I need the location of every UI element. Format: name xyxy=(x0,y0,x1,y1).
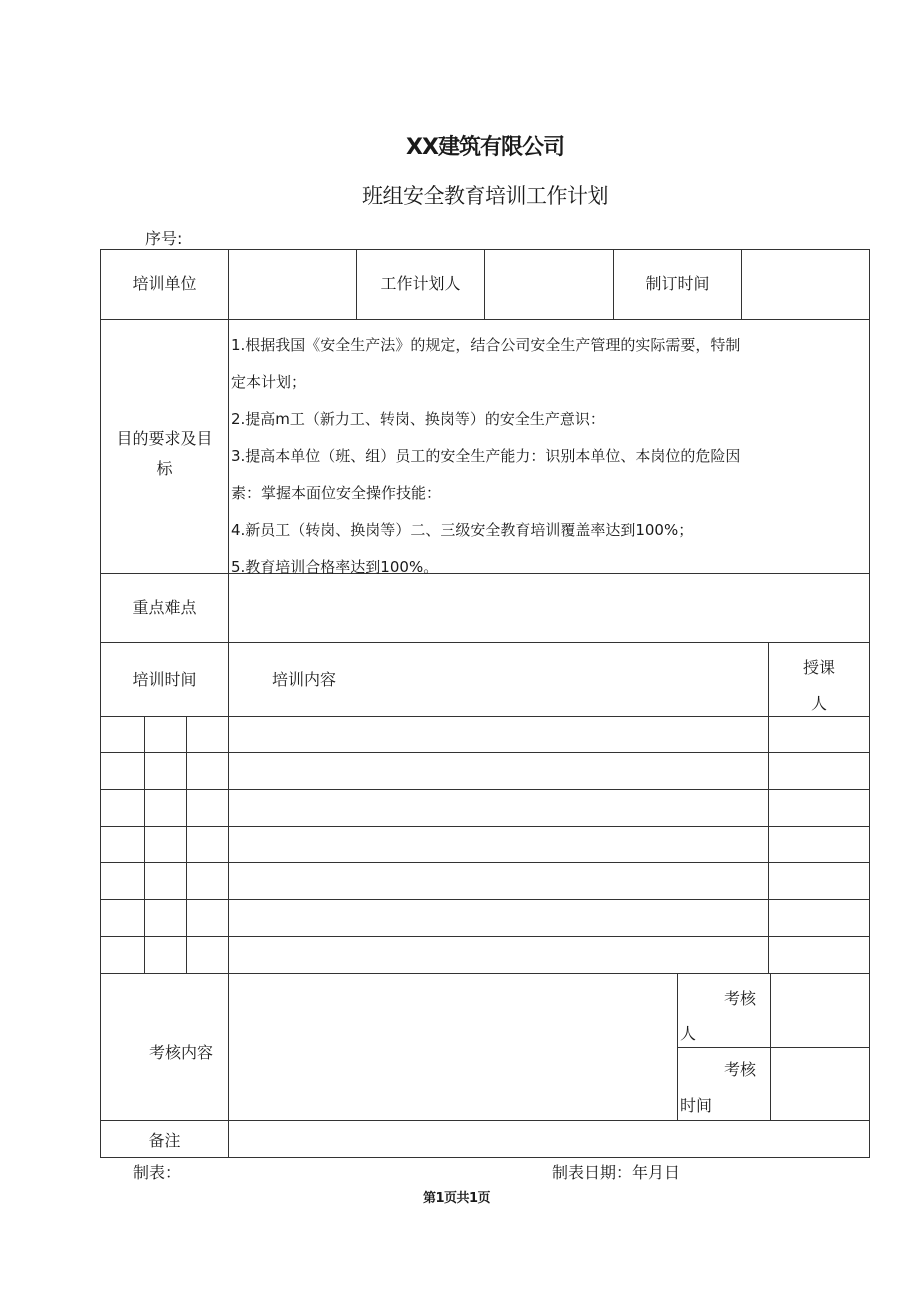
goal-line: 3.提高本单位（班、组）员工的安全生产能力：识别本单位、本岗位的危险因 xyxy=(231,447,741,465)
prepared-by-label: 制表： xyxy=(133,1163,182,1182)
assessment-time-label-line2: 时间 xyxy=(680,1096,713,1115)
prepared-date-label: 制表日期：年月日 xyxy=(552,1163,681,1182)
table-border-top xyxy=(100,249,870,250)
training-content-label: 培训内容 xyxy=(272,670,337,689)
training-unit-label: 培训单位 xyxy=(132,274,197,293)
serial-label: 序号: xyxy=(145,229,183,248)
col-divider xyxy=(677,973,678,1120)
page-number: 第1页共1页 xyxy=(422,1191,491,1206)
goals-label-line2: 标 xyxy=(156,459,173,478)
row-divider xyxy=(100,862,870,863)
row-divider xyxy=(100,752,870,753)
planner-label: 工作计划人 xyxy=(380,274,461,293)
row-divider xyxy=(100,973,870,974)
table-border-bottom xyxy=(100,1157,870,1158)
col-divider xyxy=(741,249,742,319)
lecturer-label xyxy=(769,650,869,722)
col-divider xyxy=(228,249,229,319)
row-divider xyxy=(100,319,870,320)
row-divider xyxy=(100,1120,870,1121)
lecturer-label-line1: 授课 xyxy=(802,658,835,677)
key-points-label: 重点难点 xyxy=(132,598,197,617)
assessment-label: 考核内容 xyxy=(149,1043,214,1062)
company-name: XX建筑有限公司 xyxy=(406,135,564,160)
goal-line: 4.新员工（转岗、换岗等）二、三级安全教育培训覆盖率达到100%； xyxy=(231,521,694,539)
table-border-right xyxy=(869,249,870,1157)
row-divider xyxy=(100,936,870,937)
col-divider xyxy=(484,249,485,319)
row-divider xyxy=(100,642,870,643)
goal-line: 1.根据我国《安全生产法》的规定，结合公司安全生产管理的实际需要，特制 xyxy=(231,336,741,354)
goals-label xyxy=(101,424,228,484)
date-label: 制订时间 xyxy=(645,274,710,293)
assessor-label-line1: 考核 xyxy=(724,989,757,1008)
goal-line: 素：掌握本面位安全操作技能： xyxy=(231,484,442,502)
assessor-label-line2: 人 xyxy=(680,1024,697,1043)
row-divider xyxy=(100,716,870,717)
assessment-time-label-line1: 考核 xyxy=(724,1060,757,1079)
table-border-left xyxy=(100,249,101,1157)
goals-label-line1: 目的要求及目 xyxy=(116,429,213,448)
col-divider xyxy=(186,716,187,973)
col-divider xyxy=(770,973,771,1120)
remarks-label: 备注 xyxy=(148,1131,181,1150)
col-divider xyxy=(144,716,145,973)
row-divider xyxy=(677,1047,870,1048)
form-title: 班组安全教育培训工作计划 xyxy=(362,184,608,208)
goal-line: 2.提高m工（新力工、转岗、换岗等）的安全生产意识： xyxy=(231,410,605,428)
training-time-label: 培训时间 xyxy=(132,670,197,689)
lecturer-label-line2: 人 xyxy=(810,694,827,713)
goals-content xyxy=(231,327,867,574)
row-divider xyxy=(100,789,870,790)
col-divider xyxy=(228,319,229,1157)
row-divider xyxy=(100,826,870,827)
goal-line: 定本计划； xyxy=(231,373,307,391)
row-divider xyxy=(100,899,870,900)
goal-line: 5.教育培训合格率达到100%。 xyxy=(231,558,439,574)
